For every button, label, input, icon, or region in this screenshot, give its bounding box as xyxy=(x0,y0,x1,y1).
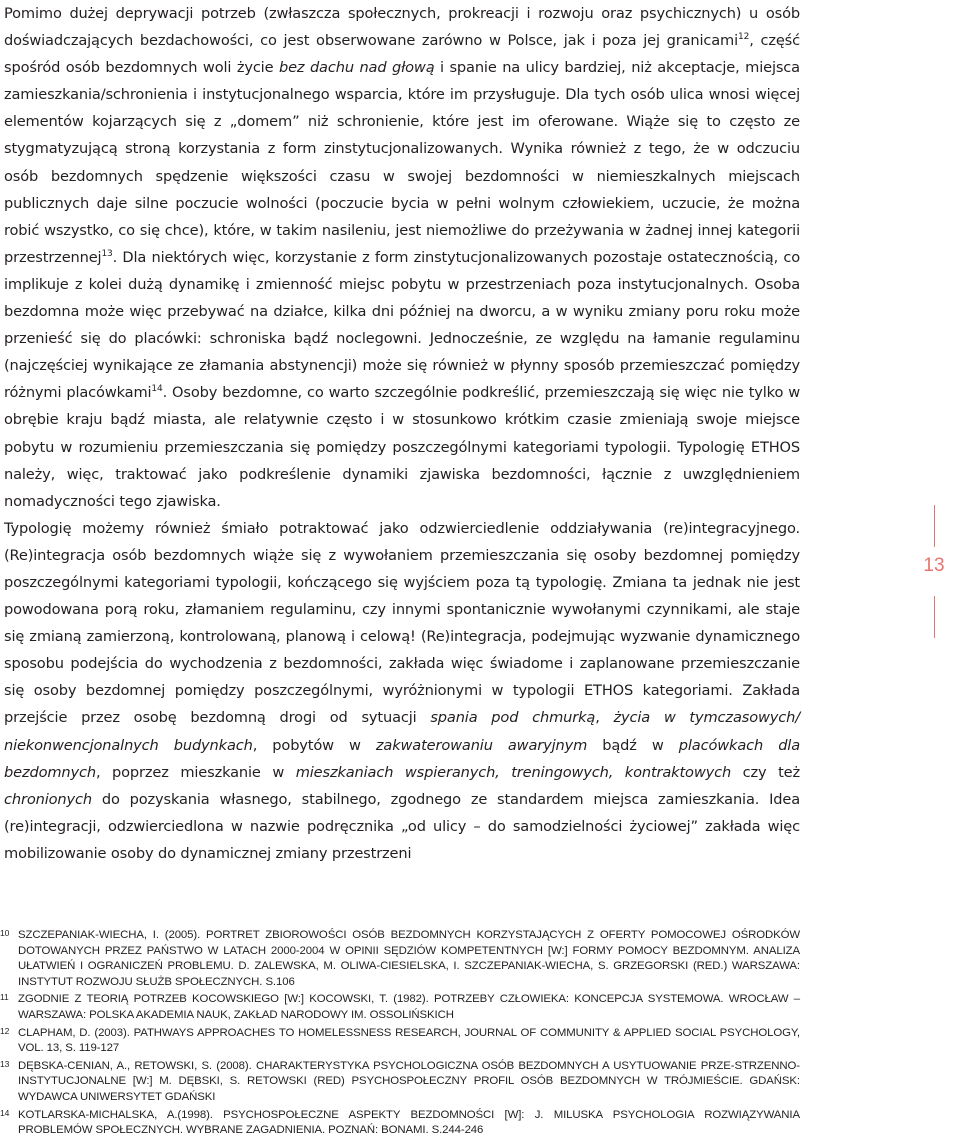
text-run: i spanie na ulicy bardziej, niż akceptacje, miejsca zamieszkania/schronienia i instytucjonalnego wsparcia, które im przysługuje. Dla tych osób ulica wnosi więcej elementów kojarzących się z „domem” niż schronienie, które jest im oferowane. Wiąże się to często ze stygmatyzującą stroną korzystania z form zinstytucjonalizowanych. Wynika również z tego, że w odczuciu osób bezdomnych spędzenie większości czasu w swojej bezdomności w niemieszkalnych miejscach publicznych daje silne poczucie wolności (poczucie bycia w pełni wolnym człowiekiem, uczucie, że można robić wszystko, co się chce), które, w takim nasileniu, jest niemożliwe do przeżywania w żadnej innej kategorii przestrzennej xyxy=(4,59,800,266)
text-run: , część spośród osób bezdomnych woli życie xyxy=(4,32,800,77)
footnote-number: 11 xyxy=(0,992,9,1003)
footnote-number: 14 xyxy=(0,1107,10,1118)
footnote-text: DĘBSKA-CENIAN, A., RETOWSKI, S. (2008). CHARAKTERYSTYKA PSYCHOLOGICZNA OSÓB BEZDOMNYCH A USYTUOWANIE PRZE-STRZENNO-INSTYTUCJONALNE [W:] M. DĘBSKI, S. RETOWSKI (RED) PSYCHOSPOŁECZNY PROFIL OSÓB BEZDOMNYCH W TRÓJMIEŚCIE. GDAŃSK: WYDAWCA UNIWERSYTET GDAŃSKI xyxy=(18,1059,800,1103)
footnote-text: KOTLARSKA-MICHALSKA, A.(1998). PSYCHOSPOŁECZNE ASPEKTY BEZDOMNOŚCI [W]: J. MILUSKA PSYCHOLOGIA ROZWIĄZYWANIA PROBLEMÓW SPOŁECZNYCH. WYBRANE ZAGADNIENIA. POZNAŃ: BONAMI. S.244-246 xyxy=(18,1108,800,1137)
text-run: , pobytów w xyxy=(252,736,376,754)
footnote-number: 13 xyxy=(0,1058,10,1069)
footnote-number: 10 xyxy=(0,928,10,938)
text-run: do pozyskania własnego, stabilnego, zgodnego ze standardem miejsca zamieszkania. Idea (re)integracji, odzwierciedlona w nazwie podręcznika „od ulicy – do samodzielności życiowej” zakłada więc mobilizowanie osoby do dynamicznej zmiany przestrzeni xyxy=(4,790,800,862)
italic-run: chronionych xyxy=(4,790,92,808)
footnote-text: SZCZEPANIAK-WIECHA, I. (2005). PORTRET ZBIOROWOŚCI OSÓB BEZDOMNYCH KORZYSTAJĄCYCH Z OFERTY POMOCOWEJ OŚRODKÓW DOTOWANYCH PRZEZ PAŃSTWO W LATACH 2000-2004 W OPINII SĘDZIÓW KOMPETENTNYCH [W:] FORMY POMOCY BEZDOMNYM. ANALIZA UŁATWIEŃ I OGRANICZEŃ PROBLEMU. D. ZALEWSKA, M. OLIWA-CIESIELSKA, I. SZCZEPANIAK-WIECHA, S. GRZEGORSKI (RED.) WARSZAWA: INSTYTUT ROZWOJU SŁUŻB SPOŁECZNYCH. S.106 xyxy=(18,929,800,988)
italic-run: spania pod chmurką xyxy=(430,709,596,727)
footnote-ref-13[interactable]: 13 xyxy=(101,248,113,259)
footnote-11 xyxy=(0,992,800,1023)
footnotes xyxy=(0,928,800,1141)
text-run: . Dla niektórych więc, korzystanie z form zinstytucjonalizowanych pozostaje ostatecznością, co implikuje z kolei dużą dynamikę i zmienność miejsc pobytu w przestrzeniach poza instytucjonalnych. Osoba bezdomna może więc przebywać na działce, kilka dni później na dworcu, a w wyniku zmiany poru roku może przenieść się do placówki: schroniska bądź noclegowni. Jednocześnie, ze względu na łamanie regulaminu (najczęściej wynikające ze złamania abstynencji) może się również w płynny sposób przemieszczać pomiędzy różnymi placówkami xyxy=(4,248,800,402)
footnote-text: ZGODNIE Z TEORIĄ POTRZEB KOCOWSKIEGO [W:] KOCOWSKI, T. (1982). POTRZEBY CZŁOWIEKA: KONCEPCJA SYSTEMOWA. WROCŁAW – WARSZAWA: POLSKA AKADEMIA NAUK, ZAKŁAD NARODOWY IM. OSSOLIŃSKICH xyxy=(18,993,800,1021)
paragraph-2 xyxy=(4,515,800,867)
italic-run: mieszkaniach wspieranych, treningowych, kontraktowych xyxy=(295,763,732,781)
text-run: , poprzez mieszkanie w xyxy=(95,763,296,781)
text-run: czy też xyxy=(731,763,800,781)
footnote-13 xyxy=(0,1058,800,1106)
text-run: bądź w xyxy=(587,736,679,754)
footnote-12 xyxy=(0,1025,800,1057)
italic-run: zakwaterowaniu awaryjnym xyxy=(375,736,588,754)
footnote-number: 12 xyxy=(0,1025,10,1036)
page-number: 13 xyxy=(923,555,945,576)
text-run: . Osoby bezdomne, co warto szczególnie podkreślić, przemieszczają się więc nie tylko w obrębie kraju bądź miasta, ale relatywnie często i w stosunkowo krótkim czasie zmieniają swoje miejsce pobytu w rozumieniu przemieszczania się pomiędzy poszczególnymi kategoriami typologii. Typologię ETHOS należy, więc, traktować jako podkreślenie dynamiki zjawiska bezdomności, łącznie z uwzględnieniem nomadyczności tego zjawiska. xyxy=(4,384,801,510)
page-number-rule-bottom xyxy=(934,596,935,638)
paragraph-1 xyxy=(4,0,800,515)
italic-run: życia w tymczasowych/ niekonwencjonalnych budynkach xyxy=(4,709,800,754)
footnote-ref-12[interactable]: 12 xyxy=(738,32,750,43)
italic-run: placówkach dla bezdomnych xyxy=(4,736,801,781)
main-text xyxy=(4,0,800,867)
footnote-ref-14[interactable]: 14 xyxy=(151,384,163,395)
footnote-text: CLAPHAM, D. (2003). PATHWAYS APPROACHES TO HOMELESSNESS RESEARCH, JOURNAL OF COMMUNITY & APPLIED SOCIAL PSYCHOLOGY, VOL. 13, S. 119-127 xyxy=(18,1026,800,1055)
footnote-10 xyxy=(0,928,800,990)
text-run: Typologię możemy również śmiało potraktować jako odzwierciedlenie oddziaływania (re)integracyjnego. (Re)integracja osób bezdomnych wiąże się z wywołaniem przemieszczania się osoby bezdomnej pomiędzy poszczególnymi kategoriami typologii, kończącego się wyjściem poza tą typologię. Zmiana ta jednak nie jest powodowana porą roku, złamaniem regulaminu, czy innymi spontanicznie wywołanymi czynnikami, ale staje się zmianą zamierzoną, kontrolowaną, planową i celową! (Re)integracja, podejmując wyzwanie dynamicznego sposobu podejścia do wychodzenia z bezdomności, zakłada więc świadome i zaplanowane przemieszczanie się osoby bezdomnej pomiędzy poszczególnymi, wyróżnionymi w typologii ETHOS kategoriami. Zakłada przejście przez osobę bezdomną drogi od sytuacji xyxy=(4,519,800,727)
italic-run: bez dachu nad głową xyxy=(278,59,435,77)
page-number-rule-top xyxy=(934,505,935,547)
text-run: , xyxy=(595,709,614,727)
text-run: Pomimo dużej deprywacji potrzeb (zwłaszcza społecznych, prokreacji i rozwoju oraz psychicznych) u osób doświadczających bezdachowości, co jest obserwowane zarówno w Polsce, jak i poza jej granicami xyxy=(4,5,800,50)
footnote-14 xyxy=(0,1107,800,1139)
